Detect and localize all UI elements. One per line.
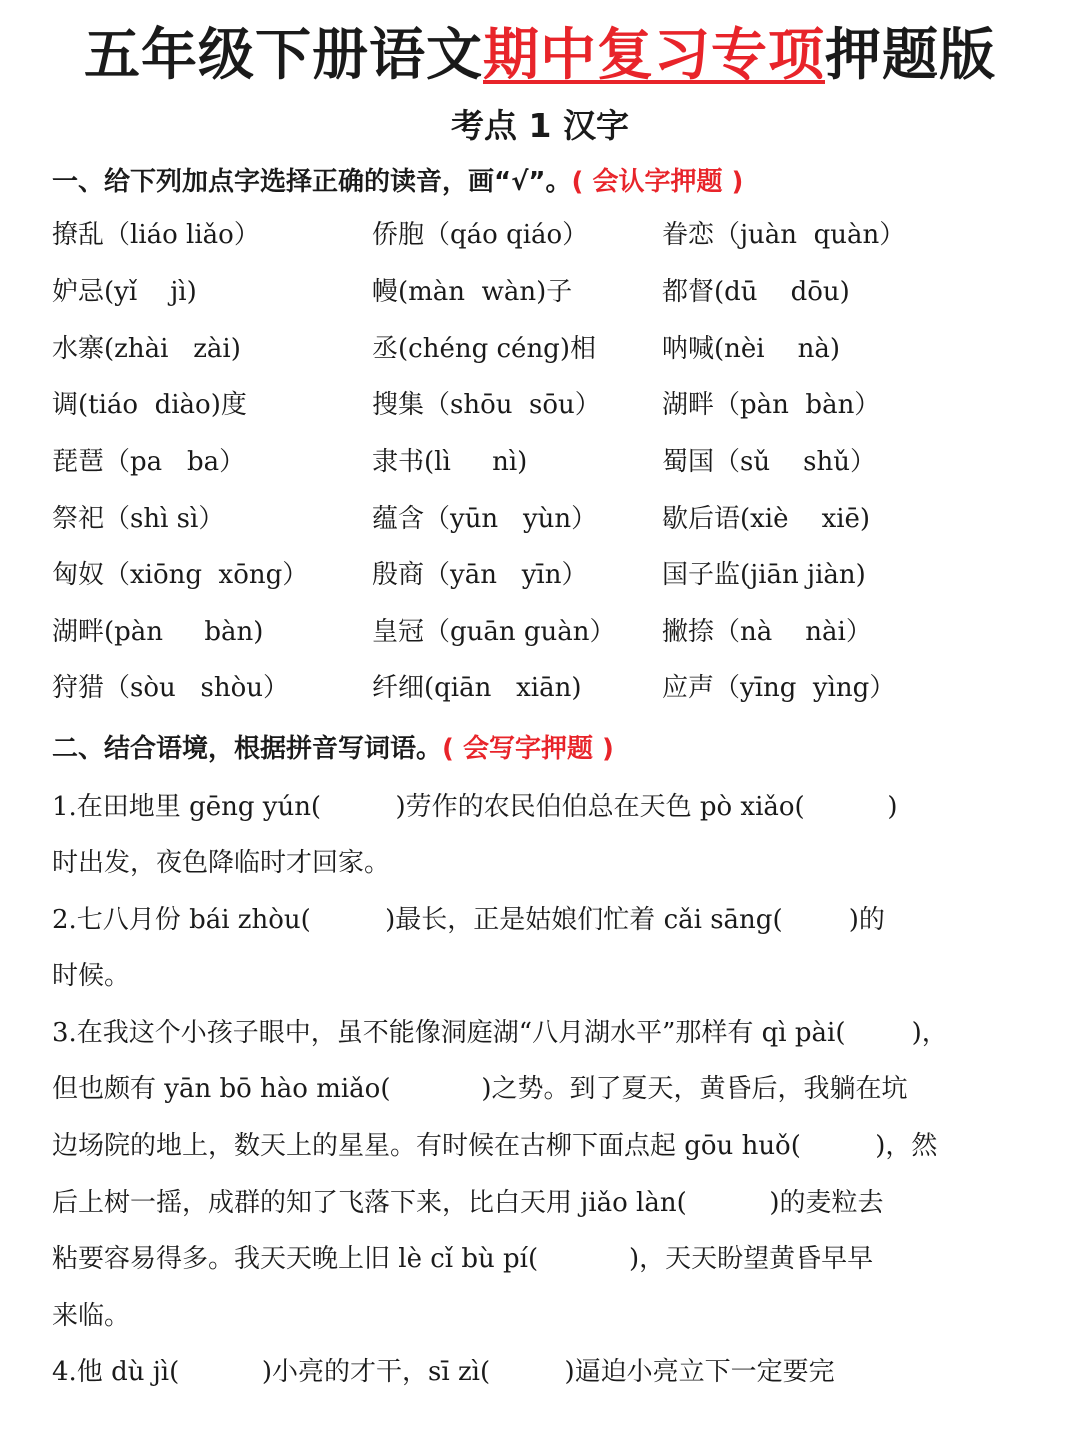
- grid-row: [52, 555, 1052, 595]
- grid-cell: 殷商（yān yīn）: [372, 560, 588, 590]
- section-2-heading-text: 二、结合语境，根据拼音写词语。: [52, 734, 443, 764]
- grid-row: [52, 215, 1052, 255]
- grid-row: [52, 612, 1052, 652]
- grid-row: [52, 272, 1052, 312]
- grid-cell: 调(tiáo diào)度: [52, 390, 247, 420]
- grid-cell: 狩猎（sòu shòu）: [52, 673, 290, 703]
- grid-cell: 撇捺（nà nài）: [662, 617, 872, 647]
- grid-cell: 妒忌(yǐ jì): [52, 277, 197, 307]
- grid-row: [52, 668, 1052, 708]
- title-part-1: 五年级下册语文: [84, 23, 483, 88]
- grid-cell: 水寨(zhài zài): [52, 334, 241, 364]
- grid-cell: 幔(màn wàn)子: [372, 277, 573, 307]
- paragraph-line: 2.七八月份 bái zhòu( )最长，正是姑娘们忙着 cǎi sāng( )的: [52, 905, 885, 935]
- title-part-2-highlight: 期中复习专项: [483, 23, 825, 88]
- grid-row: [52, 499, 1052, 539]
- grid-cell: 撩乱（liáo liǎo）: [52, 220, 260, 250]
- grid-cell: 祭祀（shì sì）: [52, 504, 225, 534]
- paragraph-line: 3.在我这个小孩子眼中，虽不能像洞庭湖“八月湖水平”那样有 qì pài( )，: [52, 1018, 948, 1048]
- grid-cell: 眷恋（juàn quàn）: [662, 220, 906, 250]
- grid-cell: 匈奴（xiōng xōng）: [52, 560, 309, 590]
- grid-cell: 纤细(qiān xiān): [372, 673, 582, 703]
- grid-row: [52, 329, 1052, 369]
- grid-cell: 湖畔（pàn bàn）: [662, 390, 881, 420]
- page-subtitle: 考点 1 汉字: [451, 106, 629, 145]
- page-title: [0, 18, 1080, 94]
- paragraph-line: 来临。: [52, 1301, 131, 1331]
- title-part-3: 押题版: [825, 23, 996, 88]
- section-2-tag: ( 会写字押题 ): [442, 734, 614, 764]
- paragraph-line: 粘要容易得多。我天天晚上旧 lè cǐ bù pí( )，天天盼望黄昏早早: [52, 1244, 874, 1274]
- section-1-heading: [52, 163, 743, 201]
- grid-cell: 琵琶（pa ba）: [52, 447, 246, 477]
- grid-row: [52, 442, 1052, 482]
- paragraph-line: 时候。: [52, 961, 131, 991]
- grid-cell: 蜀国（sǔ shǔ）: [662, 447, 876, 477]
- section-1-tag: ( 会认字押题 ): [571, 167, 744, 197]
- grid-cell: 湖畔(pàn bàn): [52, 617, 264, 647]
- grid-cell: 隶书(lì nì): [372, 447, 528, 477]
- grid-cell: 国子监(jiān jiàn): [662, 560, 866, 590]
- paragraph-line: 1.在田地里 gēng yún( )劳作的农民伯伯总在天色 pò xiǎo( ): [52, 792, 898, 822]
- section-1-heading-text: 一、给下列加点字选择正确的读音，画“√”。: [52, 167, 572, 197]
- paragraph-line: 边场院的地上，数天上的星星。有时候在古柳下面点起 gōu huǒ( )，然: [52, 1131, 938, 1161]
- grid-cell: 呐喊(nèi nà): [662, 334, 841, 364]
- paragraph-line: 4.他 dù jì( )小亮的才干，sī zì( )逼迫小亮立下一定要完: [52, 1357, 835, 1387]
- grid-cell: 丞(chéng céng)相: [372, 334, 596, 364]
- grid-cell: 蕴含（yūn yùn）: [372, 504, 598, 534]
- paragraph-line: 后上树一摇，成群的知了飞落下来，比白天用 jiǎo làn( )的麦粒去: [52, 1188, 884, 1218]
- paragraph-line: 但也颇有 yān bō hào miǎo( )之势。到了夏天，黄昏后，我躺在坑: [52, 1074, 908, 1104]
- grid-cell: 应声（yīng yìng）: [662, 673, 896, 703]
- grid-cell: 侨胞（qáo qiáo）: [372, 220, 589, 250]
- grid-cell: 搜集（shōu sōu）: [372, 390, 601, 420]
- grid-cell: 都督(dū dōu): [662, 277, 850, 307]
- grid-row: [52, 385, 1052, 425]
- grid-cell: 歇后语(xiè xiē): [662, 504, 871, 534]
- grid-cell: 皇冠（guān guàn）: [372, 617, 616, 647]
- paragraph-line: 时出发，夜色降临时才回家。: [52, 848, 391, 878]
- section-2-heading: [52, 730, 614, 768]
